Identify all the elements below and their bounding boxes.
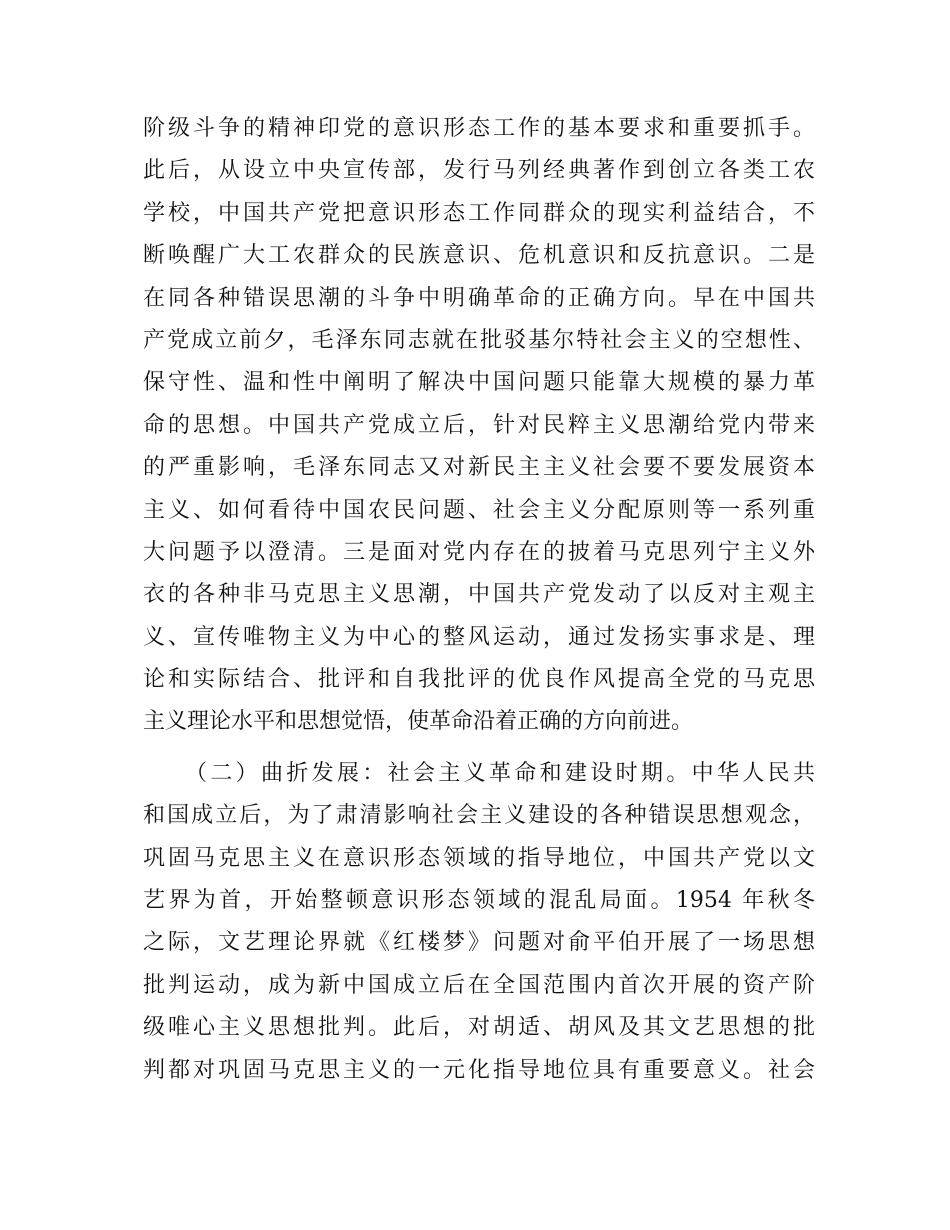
text-line: 批判运动，成为新中国成立后在全国范围内首次开展的资产阶 xyxy=(143,972,815,998)
text-line: 保守性、温和性中阐明了解决中国问题只能靠大规模的暴力革 xyxy=(143,370,815,396)
text-line: 论和实际结合、批评和自我批评的优良作风提高全党的马克思 xyxy=(143,667,815,693)
text-line: 巩固马克思主义在意识形态领域的指导地位，中国共产党以文 xyxy=(143,845,815,871)
text-line: 产党成立前夕，毛泽东同志就在批驳基尔特社会主义的空想性、 xyxy=(143,327,815,353)
text-line: 命的思想。中国共产党成立后，针对民粹主义思潮给党内带来 xyxy=(143,412,815,438)
text-line: 主义理论水平和思想觉悟，使革命沿着正确的方向前进。 xyxy=(143,709,694,735)
text-line: 级唯心主义思想批判。此后，对胡适、胡风及其文艺思想的批 xyxy=(143,1015,815,1041)
text-line: 在同各种错误思潮的斗争中明确革命的正确方向。早在中国共 xyxy=(143,285,815,311)
text-line: 判都对巩固马克思主义的一元化指导地位具有重要意义。社会 xyxy=(143,1057,815,1083)
paragraph xyxy=(143,108,815,744)
text-line: （二）曲折发展：社会主义革命和建设时期。中华人民共 xyxy=(185,760,815,786)
text-line: 主义、如何看待中国农民问题、社会主义分配原则等一系列重 xyxy=(143,497,815,523)
text-line: 大问题予以澄清。三是面对党内存在的披着马克思列宁主义外 xyxy=(143,539,815,565)
paragraph xyxy=(143,753,815,1092)
text-line: 的严重影响，毛泽东同志又对新民主主义社会要不要发展资本 xyxy=(143,455,815,481)
text-line: 阶级斗争的精神印党的意识形态工作的基本要求和重要抓手。 xyxy=(143,116,815,141)
text-line: 学校，中国共产党把意识形态工作同群众的现实利益结合，不 xyxy=(143,200,815,226)
paragraph-gap xyxy=(143,744,815,753)
text-line: 此后，从设立中央宣传部，发行马列经典著作到创立各类工农 xyxy=(143,158,815,184)
text-line: 断唤醒广大工农群众的民族意识、危机意识和反抗意识。二是 xyxy=(143,243,815,269)
text-line: 和国成立后，为了肃清影响社会主义建设的各种错误思想观念， xyxy=(143,803,815,829)
body-text xyxy=(143,108,815,1092)
text-line: 之际，文艺理论界就《红楼梦》问题对俞平伯开展了一场思想 xyxy=(143,930,815,956)
text-line: 衣的各种非马克思主义思潮，中国共产党发动了以反对主观主 xyxy=(143,582,815,608)
text-line: 艺界为首，开始整顿意识形态领域的混乱局面。1954 年秋冬 xyxy=(143,888,815,914)
text-line: 义、宣传唯物主义为中心的整风运动，通过发扬实事求是、理 xyxy=(143,624,815,650)
